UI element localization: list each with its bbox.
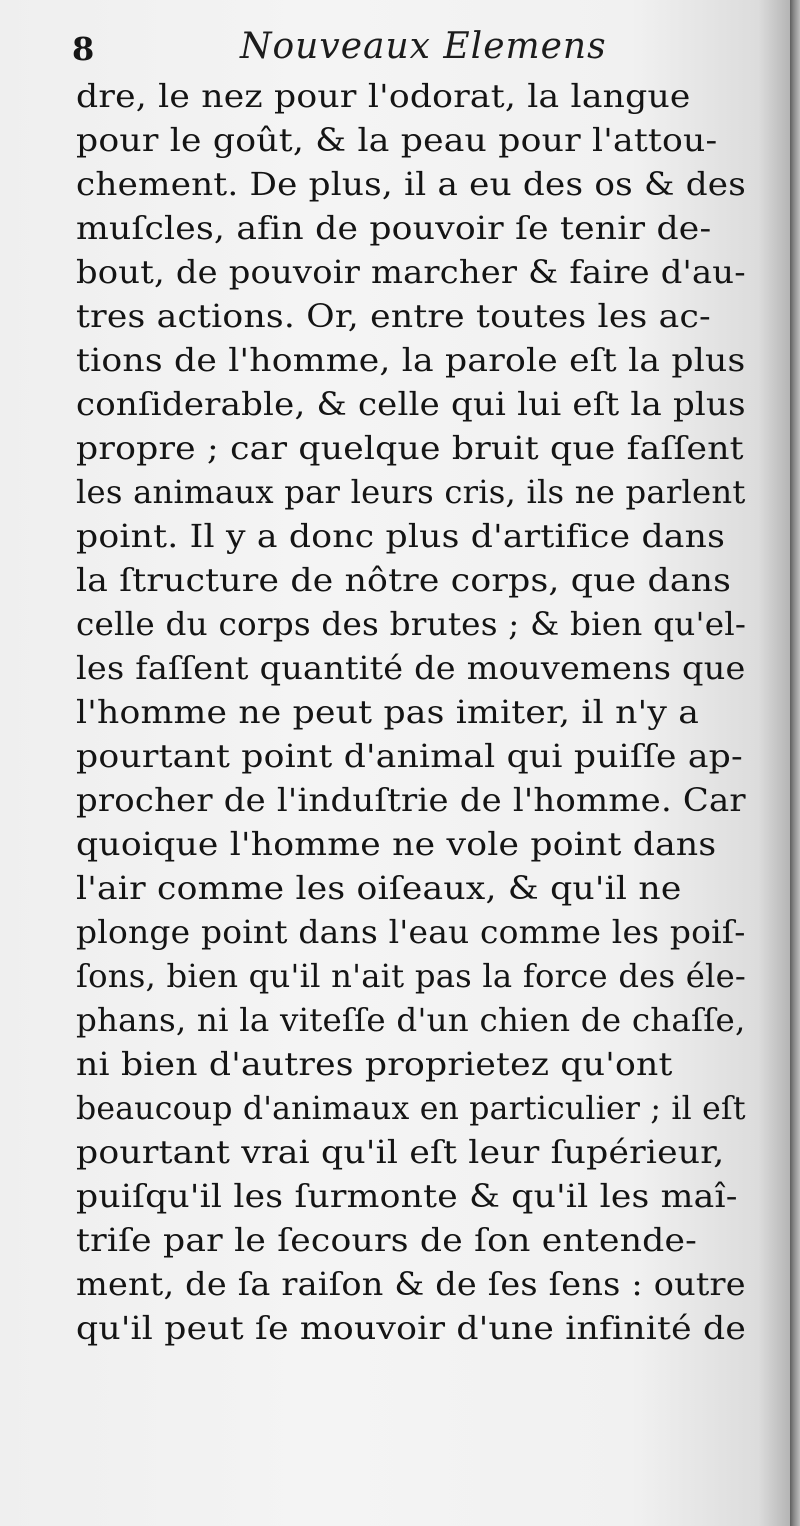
text-line: ment, de ſa raiſon & de ſes ſens : outre xyxy=(76,1265,746,1303)
text-line: phans, ni la viteſſe d'un chien de chaſſe, xyxy=(76,1001,746,1039)
text-line: pour le goût, & la peau pour l'attou- xyxy=(76,121,718,159)
text-line: procher de l'induſtrie de l'homme. Car xyxy=(76,781,746,819)
text-line: puiſqu'il les ſurmonte & qu'il les maî- xyxy=(76,1177,738,1215)
text-line: dre, le nez pour l'odorat, la langue xyxy=(76,77,691,115)
text-line: muſcles, afin de pouvoir ſe tenir de- xyxy=(76,209,712,247)
text-line: tions de l'homme, la parole eſt la plus xyxy=(76,341,746,379)
text-line: celle du corps des brutes ; & bien qu'el- xyxy=(76,605,747,643)
text-line: triſe par le ſecours de ſon entende- xyxy=(76,1221,698,1259)
text-line: pourtant vrai qu'il eſt leur ſupérieur, xyxy=(76,1133,725,1171)
text-line: propre ; car quelque bruit que faſſent xyxy=(76,429,744,467)
text-line: l'homme ne peut pas imiter, il n'y a xyxy=(76,693,700,731)
text-line: ſons, bien qu'il n'ait pas la force des éle- xyxy=(76,957,747,995)
text-line: qu'il peut ſe mouvoir d'une infinité de xyxy=(76,1309,747,1347)
text-line: ni bien d'autres proprietez qu'ont xyxy=(76,1045,673,1083)
text-line: tres actions. Or, entre toutes les ac- xyxy=(76,297,711,335)
page-binding-edge xyxy=(790,0,800,1526)
page-header xyxy=(72,26,752,76)
page-number: 8 xyxy=(72,30,95,68)
text-line: point. Il y a donc plus d'artifice dans xyxy=(76,517,726,555)
running-title: Nouveaux Elemens xyxy=(240,26,607,67)
text-line: les faſſent quantité de mouvemens que xyxy=(76,649,746,687)
text-line: chement. De plus, il a eu des os & des xyxy=(76,165,747,203)
body-text xyxy=(76,74,756,1350)
text-line: quoique l'homme ne vole point dans xyxy=(76,825,717,863)
text-line: bout, de pouvoir marcher & faire d'au- xyxy=(76,253,746,291)
text-line: pourtant point d'animal qui puiſſe ap- xyxy=(76,737,743,775)
text-line: beaucoup d'animaux en particulier ; il eſt xyxy=(76,1089,746,1127)
text-line: l'air comme les oiſeaux, & qu'il ne xyxy=(76,869,682,907)
text-line: conſiderable, & celle qui lui eſt la plus xyxy=(76,385,746,423)
text-line: la ſtructure de nôtre corps, que dans xyxy=(76,561,732,599)
text-line: plonge point dans l'eau comme les poiſ- xyxy=(76,913,746,951)
text-line: les animaux par leurs cris, ils ne parlent xyxy=(76,473,746,511)
